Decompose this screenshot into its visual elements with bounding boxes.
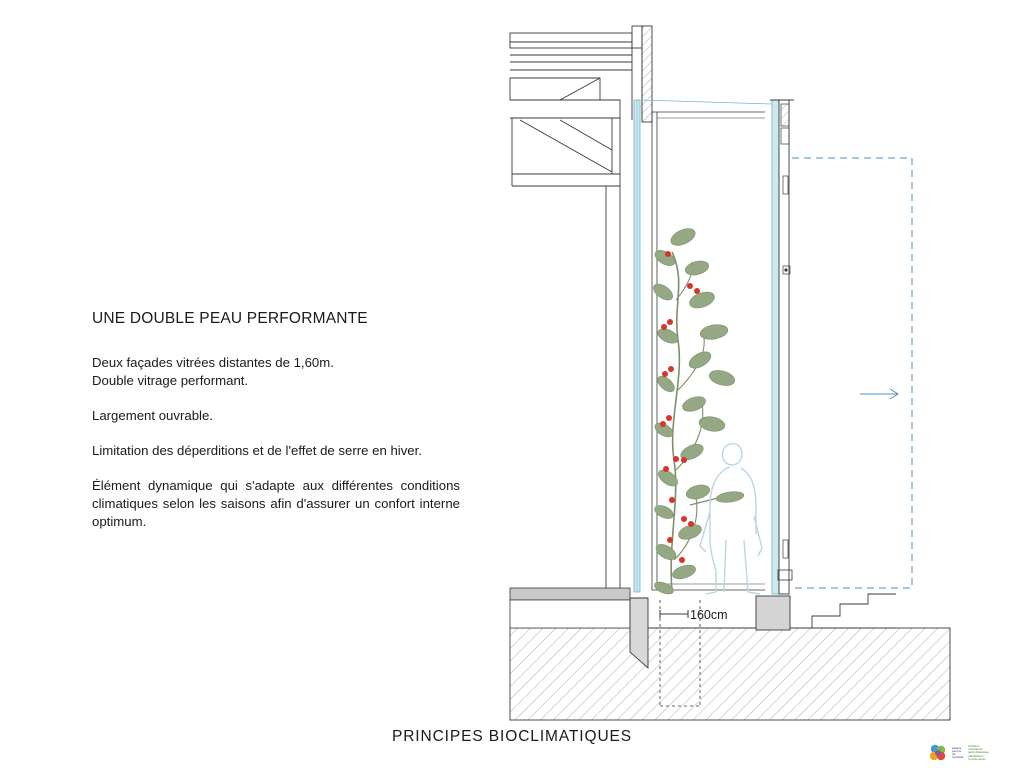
dimension-tick: [660, 610, 688, 618]
logo1-line-2: vie: [952, 751, 956, 756]
logo2-line-0: biodôme: [968, 743, 980, 748]
paragraph-ouvrable: Largement ouvrable.: [92, 408, 213, 423]
logo-text-block: [952, 745, 989, 761]
logo2-line-1: insectarium: [968, 747, 984, 752]
climbing-plant: [651, 225, 745, 596]
logo2-line-3: planétarium: [968, 753, 984, 758]
logo-group: [928, 742, 1016, 764]
logo1-line-0: espace: [952, 745, 962, 750]
inner-glass-facade: [634, 100, 765, 592]
stairs: [790, 594, 896, 628]
dimension-label: 160cm: [690, 608, 728, 622]
logo2-line-4: rio tinto alcan: [968, 756, 986, 761]
paragraph-element-dynamique: Élément dynamique qui s'adapte aux différentes conditions climatiques selon les saisons afin d'assurer un confort interne optimum.: [92, 478, 460, 529]
logo1-line-1: pour la: [952, 748, 961, 753]
outer-glass-facade: [641, 100, 794, 594]
drawing-caption: PRINCIPES BIOCLIMATIQUES: [391, 728, 633, 745]
logo1-line-3: montréal: [952, 755, 964, 760]
logo2-line-2: jardin botanique: [968, 750, 989, 755]
human-silhouette: [700, 444, 762, 594]
logo-institutions-lines: [968, 745, 989, 761]
panel-title: UNE DOUBLE PEAU PERFORMANTE: [92, 310, 368, 327]
dashed-opening-arc: [792, 158, 912, 588]
ground-hatch: [510, 588, 950, 720]
paragraph-facades-line2: Double vitrage performant.: [92, 373, 249, 388]
roof-structure: [510, 26, 652, 594]
paragraph-deperditions: Limitation des déperditions et de l'effet de serre en hiver.: [92, 443, 422, 458]
logo-espace-lines: [952, 747, 963, 760]
espace-pour-la-vie-logo-icon: [928, 743, 948, 763]
paragraph-facades-line1: Deux façades vitrées distantes de 1,60m.: [92, 355, 334, 370]
arrow-indicator: [860, 389, 898, 399]
